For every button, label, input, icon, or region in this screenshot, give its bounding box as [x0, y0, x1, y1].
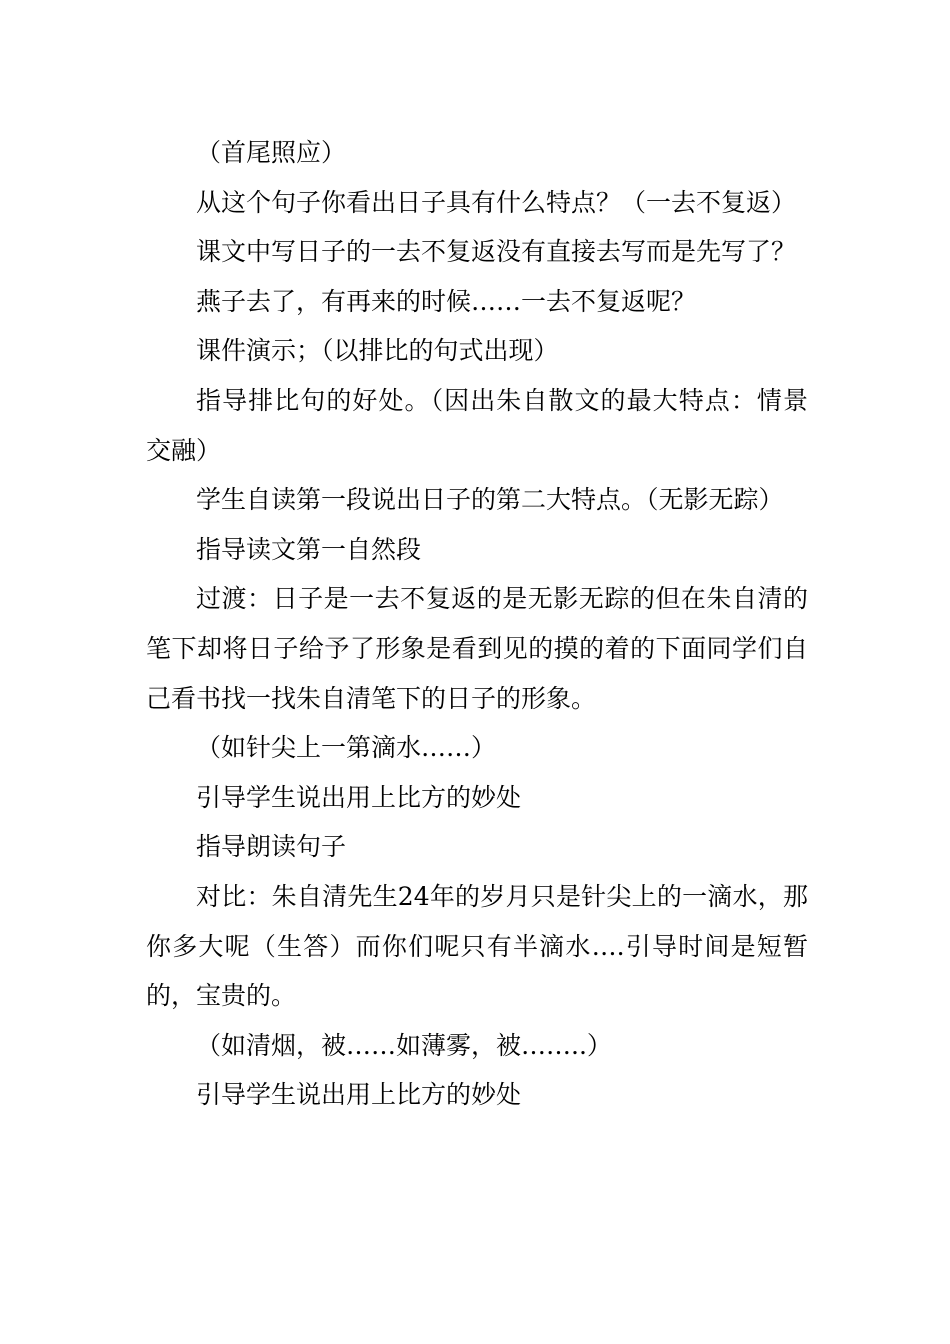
paragraph-12: 指导朗读句子 — [196, 832, 347, 862]
paragraph-8: 指导读文第一自然段 — [196, 534, 422, 564]
paragraph-10: （如针尖上一第滴水……） — [196, 733, 497, 763]
paragraph-9: 过渡：日子是一去不复返的是无影无踪的但在朱自清的笔下却将日子给予了形象是看到见的摸的着的下面同学们自己看书找一找朱自清笔下的日子的形象。 — [146, 584, 808, 713]
paragraph-11: 引导学生说出用上比方的妙处 — [196, 782, 522, 812]
paragraph-7: 学生自读第一段说出日子的第二大特点。（无影无踪） — [196, 485, 784, 515]
paragraph-14: （如清烟，被……如薄雾，被……..） — [196, 1030, 612, 1060]
paragraph-4: 燕子去了，有再来的时候……一去不复返呢？ — [196, 286, 697, 316]
paragraph-3: 课文中写日子的一去不复返没有直接去写而是先写了？ — [196, 237, 797, 267]
paragraph-1: （首尾照应） — [196, 138, 347, 167]
paragraph-2: 从这个句子你看出日子具有什么特点？（一去不复返） — [196, 187, 797, 217]
paragraph-15: 引导学生说出用上比方的妙处 — [196, 1080, 522, 1110]
paragraph-6: 指导排比句的好处。（因出朱自散文的最大特点：情景交融） — [146, 385, 808, 465]
document-body — [146, 128, 808, 1120]
paragraph-13: 对比：朱自清先生24年的岁月只是针尖上的一滴水，那你多大呢（生答）而你们呢只有半滴水….引导时间是短暂的，宝贵的。 — [146, 881, 808, 1011]
paragraph-5: 课件演示；（以排比的句式出现） — [196, 336, 559, 366]
